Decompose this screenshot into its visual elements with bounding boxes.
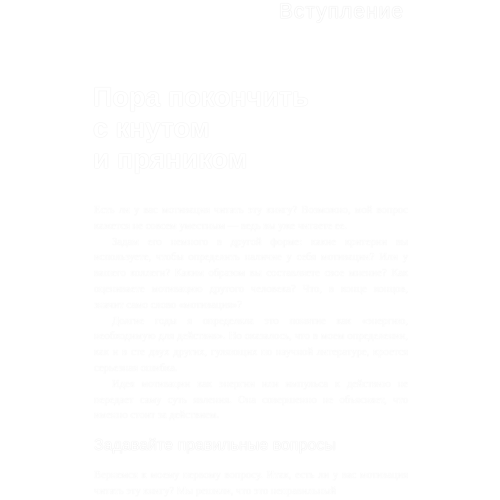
chapter-label: Вступление (278, 0, 404, 23)
chapter-title-line-1: Пора покончить (93, 82, 309, 112)
section-body-text (94, 468, 408, 500)
body-text (94, 203, 408, 424)
chapter-title-line-3: и пряником (93, 144, 248, 174)
paragraph-1: Есть ли у вас мотивация читать эту книгу? Возможно, мой вопрос кажется не совсем уместным — ведь вы уже читаете ее. (94, 205, 408, 232)
paragraph-2: Задам его немного в другой форме: какие критерии вы используете, чтобы определить наличие у себя мотивации? Или у вашего коллеги? Каким образом вы составляете свое мнение? Как оцениваете мотивацию другого человека? Что, в конце концов, значит само слово «мотивация»? (94, 236, 408, 311)
section-heading: Задавайте правильные вопросы (94, 437, 336, 454)
section-paragraph-1: Вернемся к моему первому вопросу. Итак, есть ли у вас мотивация читать эту книгу? Мы решили, что это неправильный (94, 470, 408, 497)
chapter-title-line-2: с кнутом (93, 113, 210, 143)
paragraph-4: Идея мотивации как энергии или импульса к действию не передает саму суть явления. Она совершенно не объясняет, что именно стоит за действием. (94, 378, 408, 422)
chapter-title (93, 82, 413, 175)
paragraph-3: Долгие годы я определяла это понятие как «энергию, необходимую для действия». Но оказалось, что в моем определении, как и в сте двух других, гуляющих по научной литературе, кроется серьезная ошибка. (94, 315, 408, 374)
